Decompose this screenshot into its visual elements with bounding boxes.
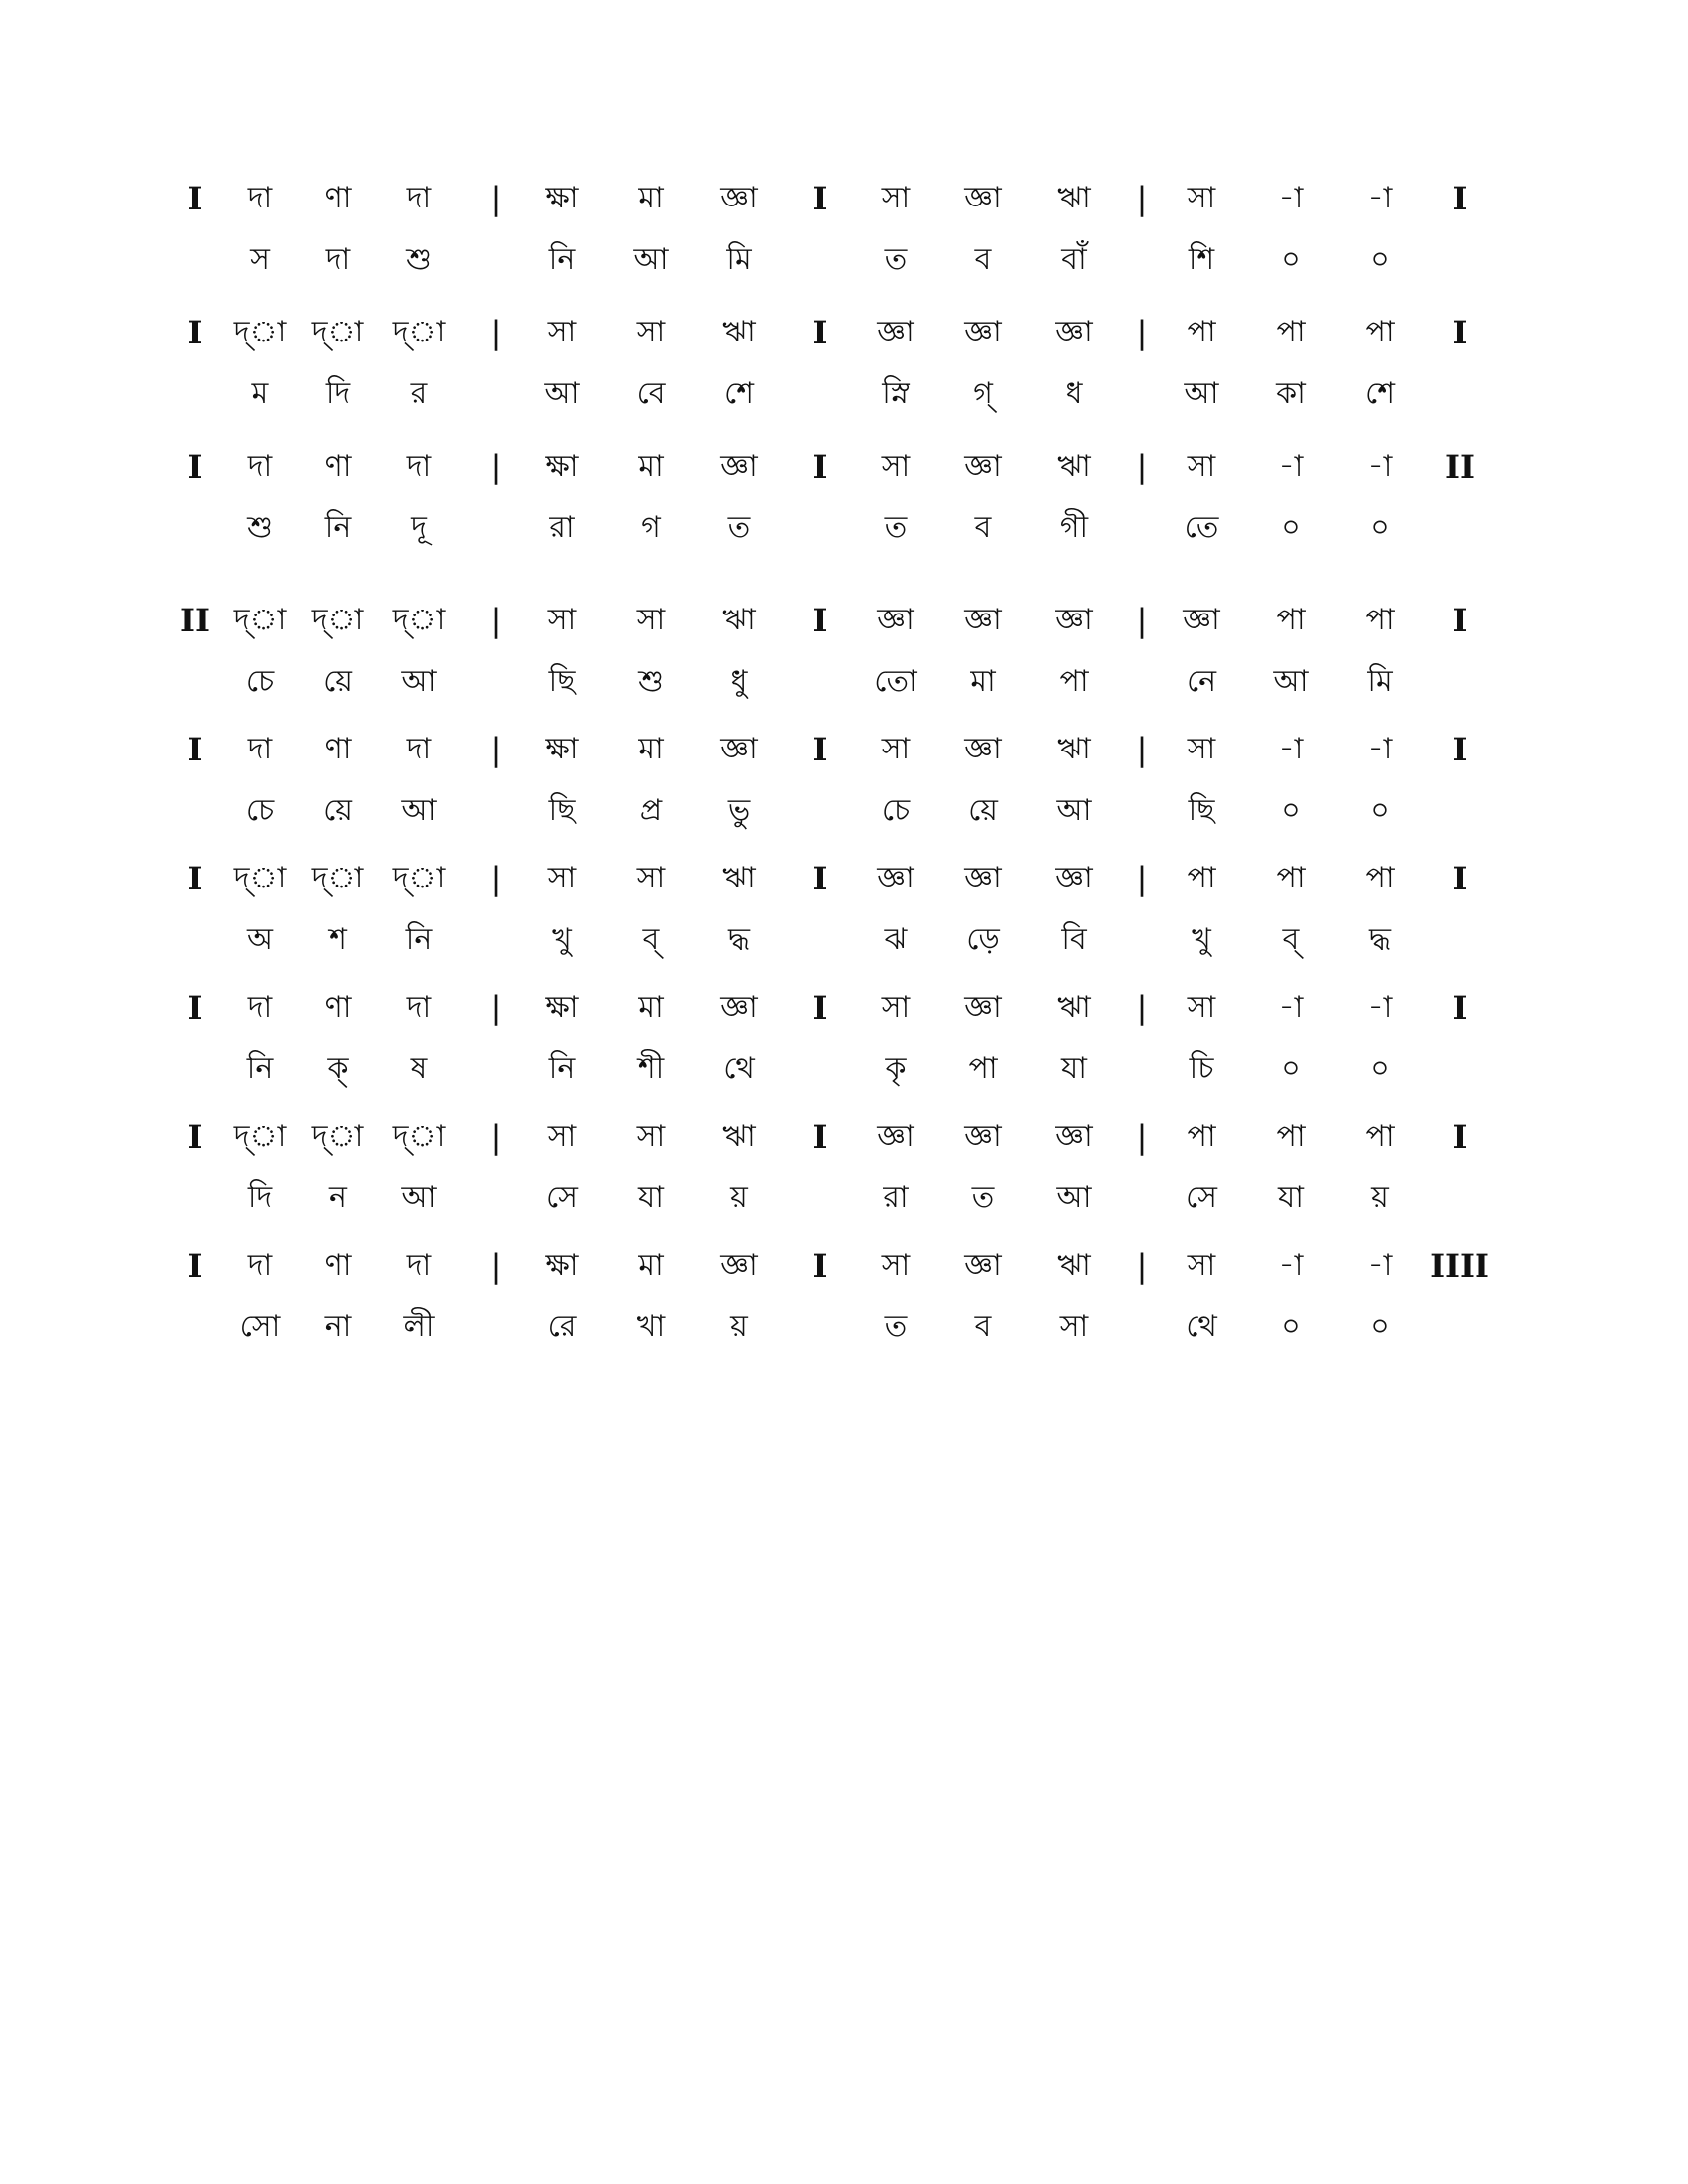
bar-line: IIII — [1430, 1247, 1489, 1285]
swara-note: -া — [1367, 1248, 1393, 1283]
lyric-syllable: স্নি — [882, 376, 910, 411]
lyric-syllable: য়ে — [323, 793, 352, 828]
bar-line: I — [1452, 602, 1468, 639]
swara-note: ঋা — [1057, 1248, 1091, 1283]
lyric-syllable: খু — [1192, 922, 1211, 957]
swara-note: দা — [406, 449, 432, 483]
lyric-syllable: সো — [239, 1309, 281, 1344]
swara-note: ঋা — [1057, 732, 1091, 766]
bar-line: I — [812, 448, 828, 485]
bar-line: I — [187, 1118, 203, 1156]
lyric-syllable: বাঁ — [1061, 242, 1087, 277]
lyric-syllable: ছি — [548, 793, 576, 828]
lyric-syllable: আ — [1056, 793, 1092, 828]
swara-note: দা — [406, 1248, 432, 1283]
beat-divider: | — [1136, 860, 1148, 897]
bar-line: I — [187, 860, 203, 897]
lyric-row — [0, 498, 1688, 558]
swara-note: ঋা — [1057, 990, 1091, 1024]
swara-note: ঋা — [722, 861, 756, 895]
lyric-syllable: আ — [1056, 1180, 1092, 1215]
swara-note: ক্ষা — [545, 181, 579, 215]
lyric-syllable: চি — [1189, 1051, 1214, 1086]
beat-divider: | — [1136, 989, 1148, 1026]
lyric-syllable: প্র — [639, 793, 663, 828]
swara-note: পা — [1276, 861, 1306, 895]
lyric-syllable: ছি — [1188, 793, 1215, 828]
swara-note: -া — [1367, 732, 1393, 766]
swara-note: জ্ঞা — [964, 449, 1002, 483]
swara-note: পা — [1187, 1119, 1216, 1154]
lyric-syllable: নে — [1186, 664, 1217, 699]
swara-note: -া — [1367, 990, 1393, 1024]
lyric-syllable: ঝ — [884, 922, 908, 957]
beat-divider: | — [491, 448, 502, 485]
swara-note: সা — [881, 449, 911, 483]
bar-line: I — [1452, 1118, 1468, 1156]
swara-note: ণা — [324, 449, 352, 483]
stanza — [0, 1107, 1688, 1236]
lyric-syllable: য়ে — [968, 793, 998, 828]
swara-note: জ্ঞা — [720, 181, 758, 215]
swara-note: দা — [247, 181, 273, 215]
beat-divider: | — [491, 731, 502, 768]
lyric-syllable: ত — [884, 510, 908, 545]
bar-line: I — [812, 314, 828, 351]
lyric-syllable: ম — [251, 376, 269, 411]
lyric-syllable: ব — [974, 510, 992, 545]
lyric-syllable: আ — [401, 793, 437, 828]
swara-note: -া — [1278, 449, 1304, 483]
swara-note: দা — [247, 990, 273, 1024]
swara-row — [0, 720, 1688, 779]
lyric-syllable: ছি — [548, 664, 576, 699]
swara-note: দ্া — [311, 315, 364, 349]
beat-divider: | — [491, 1247, 502, 1285]
lyric-syllable: শ — [329, 922, 347, 957]
lyric-syllable: রা — [549, 510, 575, 545]
lyric-syllable: শু — [247, 510, 273, 545]
swara-note: জ্ঞা — [720, 732, 758, 766]
swara-note: ঋা — [722, 1119, 756, 1154]
swara-note: সা — [881, 181, 911, 215]
bar-line: I — [812, 180, 828, 217]
lyric-syllable: গী — [1059, 510, 1089, 545]
stanza — [0, 169, 1688, 298]
beat-divider: | — [491, 602, 502, 639]
lyric-syllable: বি — [1061, 922, 1087, 957]
lyric-syllable: রা — [883, 1180, 909, 1215]
beat-divider: | — [491, 314, 502, 351]
lyric-syllable: না — [324, 1309, 352, 1344]
swara-note: জ্ঞা — [964, 990, 1002, 1024]
lyric-syllable: স — [250, 242, 270, 277]
stanza — [0, 437, 1688, 566]
bar-line: I — [1452, 860, 1468, 897]
swara-note: মা — [638, 181, 664, 215]
swara-note: পা — [1365, 603, 1395, 637]
bar-line: I — [187, 1247, 203, 1285]
swara-note: ণা — [324, 181, 352, 215]
bar-line: I — [1452, 731, 1468, 768]
bar-line: I — [187, 314, 203, 351]
lyric-syllable: শী — [637, 1051, 665, 1086]
swara-note: দা — [406, 990, 432, 1024]
swara-note: জ্ঞা — [877, 861, 914, 895]
lyric-syllable: তো — [874, 664, 917, 699]
swara-note: দ্া — [233, 315, 287, 349]
lyric-syllable: ০ — [1370, 1309, 1390, 1344]
lyric-syllable: চে — [245, 664, 275, 699]
swara-note: জ্ঞা — [964, 315, 1002, 349]
lyric-syllable: নি — [246, 1051, 274, 1086]
beat-divider: | — [491, 1118, 502, 1156]
swara-row — [0, 303, 1688, 362]
swara-note: পা — [1365, 315, 1395, 349]
bar-line: I — [812, 860, 828, 897]
swara-note: দ্া — [233, 861, 287, 895]
stanza — [0, 849, 1688, 978]
swara-row — [0, 591, 1688, 650]
lyric-syllable: দা — [325, 242, 351, 277]
swara-note: -া — [1367, 449, 1393, 483]
beat-divider: | — [1136, 1247, 1148, 1285]
lyric-syllable: নি — [405, 922, 433, 957]
lyric-row — [0, 1297, 1688, 1357]
swara-note: জ্ঞা — [1055, 861, 1093, 895]
bar-line: I — [187, 448, 203, 485]
lyric-syllable: খা — [636, 1309, 666, 1344]
swara-note: ঋা — [1057, 449, 1091, 483]
lyric-syllable: দি — [247, 1180, 273, 1215]
lyric-syllable: ব্ — [642, 922, 660, 957]
lyric-syllable: আ — [633, 242, 669, 277]
lyric-syllable: ধু — [730, 664, 748, 699]
lyric-syllable: দ্ধ — [1368, 922, 1391, 957]
beat-divider: | — [1136, 180, 1148, 217]
swara-note: পা — [1187, 861, 1216, 895]
lyric-syllable: রে — [547, 1309, 577, 1344]
lyric-syllable: ০ — [1281, 242, 1301, 277]
swara-note: জ্ঞা — [1055, 603, 1093, 637]
swara-note: পা — [1365, 1119, 1395, 1154]
swara-note: পা — [1276, 1119, 1306, 1154]
lyric-syllable: ধ — [1065, 376, 1083, 411]
swara-note: ণা — [324, 1248, 352, 1283]
lyric-syllable: খু — [552, 922, 572, 957]
lyric-syllable: থে — [723, 1051, 755, 1086]
lyric-syllable: তে — [1184, 510, 1219, 545]
lyric-syllable: শে — [724, 376, 754, 411]
swara-row — [0, 1236, 1688, 1296]
swara-note: সা — [1187, 990, 1216, 1024]
swara-note: ঋা — [1057, 181, 1091, 215]
swara-note: জ্ঞা — [720, 990, 758, 1024]
lyric-syllable: অ — [247, 922, 273, 957]
swara-note: দা — [247, 449, 273, 483]
lyric-row — [0, 652, 1688, 712]
swara-note: দ্া — [392, 603, 446, 637]
lyric-syllable: আ — [401, 1180, 437, 1215]
swara-note: জ্ঞা — [964, 1248, 1002, 1283]
swara-note: মা — [638, 732, 664, 766]
lyric-syllable: সে — [1186, 1180, 1217, 1215]
lyric-syllable: সে — [546, 1180, 578, 1215]
swara-note: ঋা — [722, 315, 756, 349]
swara-note: সা — [636, 861, 666, 895]
lyric-syllable: র — [410, 376, 428, 411]
lyric-syllable: ব — [974, 1309, 992, 1344]
bar-line: I — [812, 1118, 828, 1156]
lyric-syllable: আ — [1184, 376, 1219, 411]
lyric-syllable: পা — [968, 1051, 998, 1086]
stanza — [0, 720, 1688, 849]
bar-line: II — [1445, 448, 1475, 485]
lyric-syllable: ০ — [1370, 793, 1390, 828]
lyric-row — [0, 781, 1688, 841]
swara-note: ক্ষা — [545, 990, 579, 1024]
beat-divider: | — [1136, 448, 1148, 485]
lyric-syllable: শি — [1188, 242, 1215, 277]
swara-note: দ্া — [392, 861, 446, 895]
swara-note: পা — [1276, 603, 1306, 637]
lyric-syllable: চে — [881, 793, 911, 828]
beat-divider: | — [491, 180, 502, 217]
beat-divider: | — [1136, 602, 1148, 639]
lyric-syllable: শে — [1365, 376, 1395, 411]
bar-line: I — [187, 180, 203, 217]
lyric-syllable: য় — [730, 1309, 748, 1344]
lyric-syllable: ড়ে — [966, 922, 1000, 957]
bar-line: I — [812, 602, 828, 639]
swara-note: পা — [1187, 315, 1216, 349]
swara-note: জ্ঞা — [1055, 1119, 1093, 1154]
swara-note: জ্ঞা — [877, 603, 914, 637]
lyric-syllable: দূ — [411, 510, 427, 545]
swara-note: জ্ঞা — [964, 603, 1002, 637]
lyric-syllable: ত — [971, 1180, 995, 1215]
lyric-syllable: লী — [403, 1309, 435, 1344]
swara-note: ক্ষা — [545, 732, 579, 766]
beat-divider: | — [1136, 314, 1148, 351]
lyric-syllable: যা — [1278, 1180, 1304, 1215]
lyric-syllable: নি — [548, 1051, 576, 1086]
swara-note: দা — [247, 732, 273, 766]
stanza — [0, 978, 1688, 1107]
swara-note: সা — [881, 990, 911, 1024]
lyric-syllable: বে — [636, 376, 666, 411]
stanza — [0, 591, 1688, 720]
swara-note: -া — [1278, 1248, 1304, 1283]
swara-note: -া — [1278, 990, 1304, 1024]
swara-note: সা — [1187, 449, 1216, 483]
beat-divider: | — [1136, 731, 1148, 768]
lyric-syllable: ০ — [1281, 1309, 1301, 1344]
lyric-syllable: শু — [638, 664, 664, 699]
swara-note: জ্ঞা — [964, 732, 1002, 766]
bar-line: I — [812, 731, 828, 768]
lyric-syllable: যা — [1061, 1051, 1087, 1086]
lyric-syllable: য় — [730, 1180, 748, 1215]
lyric-syllable: য় — [1371, 1180, 1389, 1215]
lyric-syllable: ০ — [1370, 510, 1390, 545]
lyric-syllable: ০ — [1281, 1051, 1301, 1086]
stanza — [0, 303, 1688, 432]
swara-note: জ্ঞা — [877, 315, 914, 349]
swara-note: জ্ঞা — [964, 861, 1002, 895]
lyric-syllable: ০ — [1370, 1051, 1390, 1086]
lyric-syllable: ভু — [727, 793, 751, 828]
swara-note: ক্ষা — [545, 1248, 579, 1283]
lyric-syllable: মা — [970, 664, 996, 699]
lyric-syllable: কা — [1276, 376, 1306, 411]
bar-line: I — [812, 1247, 828, 1285]
swara-note: দ্া — [233, 1119, 287, 1154]
swara-note: সা — [1187, 181, 1216, 215]
swara-note: দা — [406, 732, 432, 766]
lyric-syllable: গ্ — [973, 376, 993, 411]
lyric-syllable: ব — [974, 242, 992, 277]
swara-row — [0, 169, 1688, 228]
lyric-syllable: ন — [329, 1180, 347, 1215]
swara-note: সা — [547, 315, 577, 349]
lyric-row — [0, 1168, 1688, 1228]
swara-row — [0, 978, 1688, 1037]
lyric-syllable: কৃ — [885, 1051, 907, 1086]
bar-line: I — [187, 989, 203, 1026]
swara-note: জ্ঞা — [964, 1119, 1002, 1154]
lyric-syllable: ত — [884, 1309, 908, 1344]
lyric-syllable: নি — [548, 242, 576, 277]
swara-note: সা — [881, 1248, 911, 1283]
lyric-syllable: থে — [1186, 1309, 1217, 1344]
swara-note: মা — [638, 990, 664, 1024]
lyric-syllable: ব্ — [1282, 922, 1300, 957]
swara-note: দ্া — [311, 603, 364, 637]
lyric-syllable: পা — [1059, 664, 1089, 699]
swara-note: সা — [636, 603, 666, 637]
swara-note: ক্ষা — [545, 449, 579, 483]
lyric-syllable: মি — [1367, 664, 1393, 699]
swara-note: পা — [1276, 315, 1306, 349]
lyric-row — [0, 910, 1688, 970]
swara-note: সা — [1187, 1248, 1216, 1283]
lyric-syllable: চে — [245, 793, 275, 828]
lyric-syllable: সা — [1059, 1309, 1089, 1344]
lyric-syllable: গ — [641, 510, 661, 545]
swara-row — [0, 849, 1688, 908]
swara-note: জ্ঞা — [877, 1119, 914, 1154]
swara-note: ণা — [324, 990, 352, 1024]
swara-note: সা — [1187, 732, 1216, 766]
swara-note: দ্া — [311, 861, 364, 895]
lyric-syllable: আ — [401, 664, 437, 699]
lyric-syllable: ক্ — [327, 1051, 349, 1086]
swara-note: দা — [247, 1248, 273, 1283]
lyric-syllable: শু — [406, 242, 432, 277]
lyric-syllable: মি — [726, 242, 752, 277]
lyric-row — [0, 230, 1688, 290]
swara-note: ণা — [324, 732, 352, 766]
stanza — [0, 1236, 1688, 1365]
lyric-syllable: ত — [727, 510, 751, 545]
swara-note: -া — [1367, 181, 1393, 215]
swara-note: জ্ঞা — [1055, 315, 1093, 349]
swara-note: -া — [1278, 732, 1304, 766]
lyric-syllable: ত — [884, 242, 908, 277]
beat-divider: | — [491, 860, 502, 897]
lyric-syllable: আ — [544, 376, 580, 411]
swara-row — [0, 437, 1688, 496]
lyric-syllable: যা — [638, 1180, 664, 1215]
swara-note: জ্ঞা — [964, 181, 1002, 215]
swara-note: দ্া — [392, 1119, 446, 1154]
lyric-syllable: দি — [325, 376, 351, 411]
bar-line: I — [1452, 314, 1468, 351]
swara-note: দ্া — [311, 1119, 364, 1154]
swara-note: জ্ঞা — [1183, 603, 1220, 637]
lyric-row — [0, 364, 1688, 424]
bar-line: I — [812, 989, 828, 1026]
swara-note: দা — [406, 181, 432, 215]
swara-note: সা — [547, 1119, 577, 1154]
bar-line: II — [180, 602, 210, 639]
swara-note: ঋা — [722, 603, 756, 637]
lyric-syllable: নি — [324, 510, 352, 545]
beat-divider: | — [491, 989, 502, 1026]
swara-note: মা — [638, 449, 664, 483]
beat-divider: | — [1136, 1118, 1148, 1156]
swara-note: মা — [638, 1248, 664, 1283]
swara-note: সা — [547, 603, 577, 637]
bar-line: I — [1452, 180, 1468, 217]
lyric-syllable: আ — [1273, 664, 1309, 699]
swara-note: দ্া — [392, 315, 446, 349]
swara-row — [0, 1107, 1688, 1166]
swara-note: পা — [1365, 861, 1395, 895]
bar-line: I — [187, 731, 203, 768]
lyric-syllable: ০ — [1281, 510, 1301, 545]
swara-note: জ্ঞা — [720, 449, 758, 483]
bar-line: I — [1452, 989, 1468, 1026]
lyric-syllable: য়ে — [323, 664, 352, 699]
swara-note: সা — [547, 861, 577, 895]
lyric-syllable: ০ — [1370, 242, 1390, 277]
swara-note: জ্ঞা — [720, 1248, 758, 1283]
lyric-row — [0, 1039, 1688, 1099]
swara-note: -া — [1278, 181, 1304, 215]
lyric-syllable: ০ — [1281, 793, 1301, 828]
swara-note: দ্া — [233, 603, 287, 637]
swara-note: সা — [881, 732, 911, 766]
swara-note: সা — [636, 1119, 666, 1154]
lyric-syllable: ষ — [410, 1051, 428, 1086]
lyric-syllable: দ্ধ — [727, 922, 750, 957]
swara-note: সা — [636, 315, 666, 349]
